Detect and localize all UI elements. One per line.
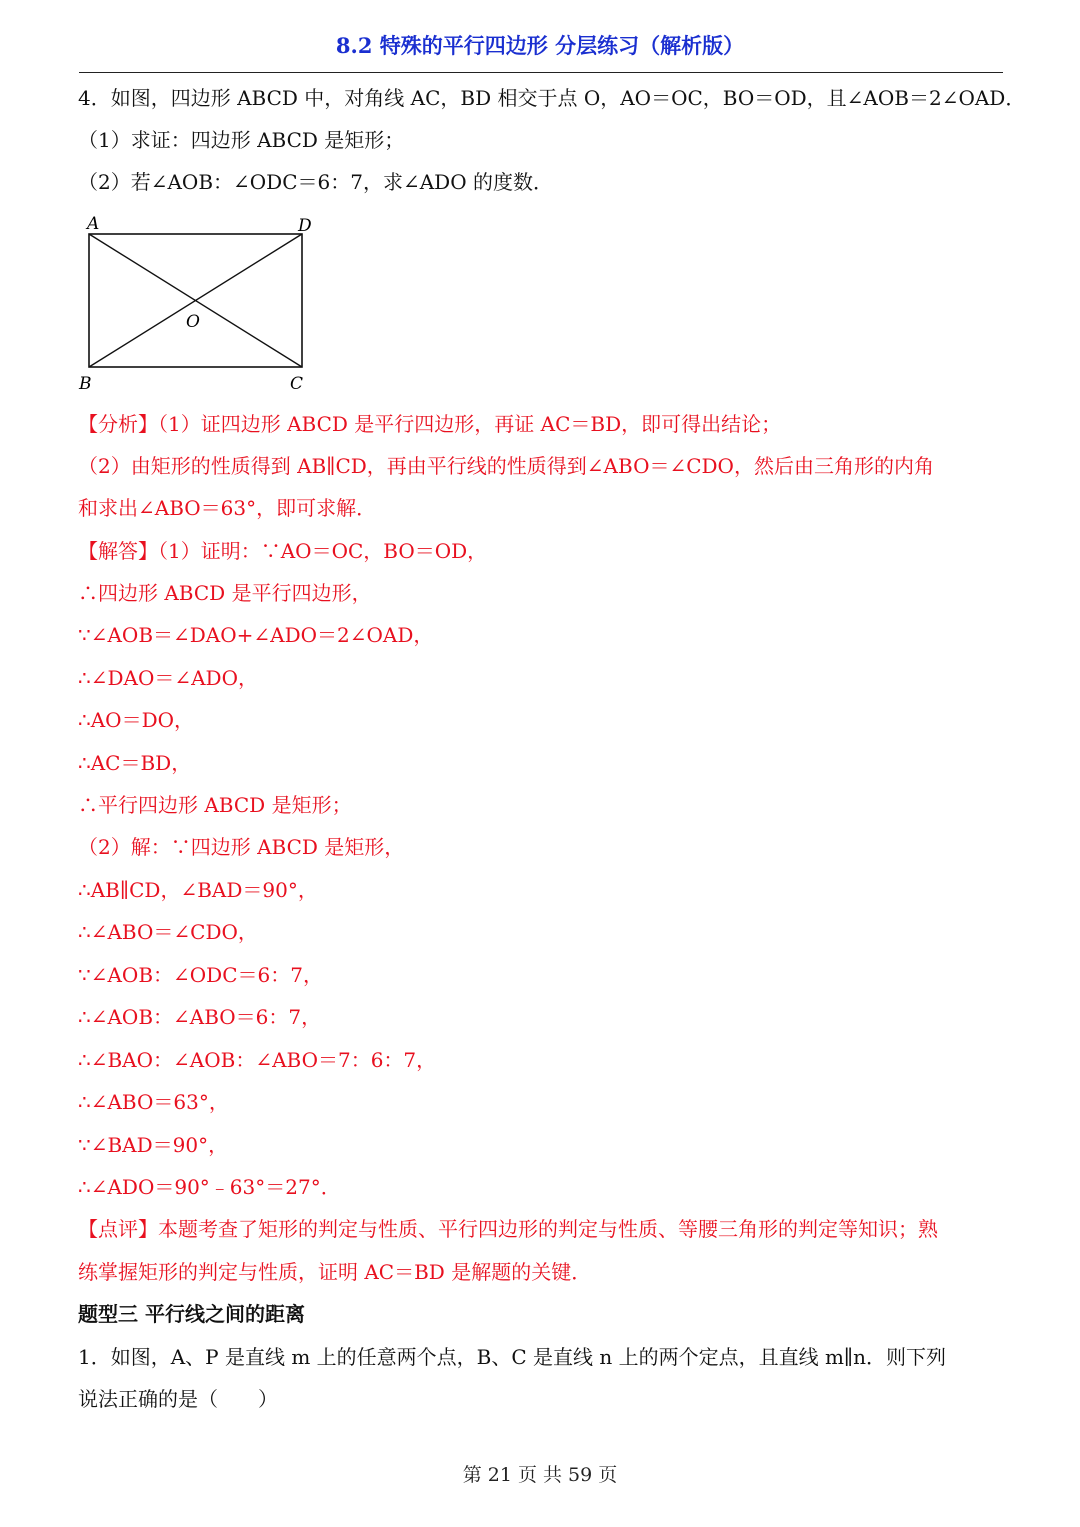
solution-line: ∴∠ABO＝∠CDO， xyxy=(78,920,258,944)
next-problem-line-1: 1．如图，A、P 是直线 m 上的任意两个点，B、C 是直线 n 上的两个定点，且直线 m∥n．则下列 xyxy=(78,1345,947,1369)
solution-tag: 【解答】 xyxy=(78,539,158,563)
solution-line-0 xyxy=(78,537,1008,565)
analysis-tag: 【分析】 xyxy=(78,412,158,436)
solution-line: ∴∠ABO＝63°， xyxy=(78,1090,229,1114)
problem-stem: 4．如图，四边形 ABCD 中，对角线 AC，BD 相交于点 O，AO＝OC，BO＝OD，且∠AOB＝2∠OAD． xyxy=(78,86,1026,110)
section-title: 题型三 平行线之间的距离 xyxy=(78,1302,305,1326)
vertex-label-d: D xyxy=(298,216,312,236)
problem-part-2: （2）若∠AOB：∠ODC＝6：7，求∠ADO 的度数． xyxy=(78,170,553,194)
comment-text-1: 本题考查了矩形的判定与性质、平行四边形的判定与性质、等腰三角形的判定等知识；熟 xyxy=(158,1217,938,1241)
center-label-o: O xyxy=(186,312,200,332)
vertex-label-b: B xyxy=(79,374,92,394)
solution-line: ∴AB∥CD，∠BAD＝90°， xyxy=(78,878,318,902)
solution-line: ∴AC＝BD， xyxy=(78,751,192,775)
header-rule xyxy=(79,72,1003,73)
solution-line: ∵∠BAD＝90°， xyxy=(78,1133,229,1157)
problem-part-1: （1）求证：四边形 ABCD 是矩形； xyxy=(78,128,405,152)
comment-tag: 【点评】 xyxy=(78,1217,158,1241)
next-problem-line-2: 说法正确的是（ ） xyxy=(78,1387,278,1411)
analysis-text-1: （1）证四边形 ABCD 是平行四边形，再证 AC＝BD，即可得出结论； xyxy=(158,412,782,436)
rectangle-figure xyxy=(76,210,326,395)
comment-line-2: 练掌握矩形的判定与性质，证明 AC＝BD 是解题的关键． xyxy=(78,1260,592,1284)
solution-line: ∵∠AOB＝∠DAO+∠ADO＝2∠OAD， xyxy=(78,623,434,647)
solution-line: ∴四边形 ABCD 是平行四边形， xyxy=(78,581,372,605)
solution-line: ∵∠AOB：∠ODC＝6：7， xyxy=(78,963,323,987)
solution-line: ∴∠DAO＝∠ADO， xyxy=(78,666,258,690)
comment-line-1 xyxy=(78,1215,1008,1243)
solution-line: ∴∠BAO：∠AOB：∠ABO＝7：6：7， xyxy=(78,1048,437,1072)
solution-first: （1）证明：∵AO＝OC，BO＝OD， xyxy=(158,539,488,563)
vertex-label-c: C xyxy=(290,374,304,394)
analysis-line-1 xyxy=(78,410,1008,438)
vertex-label-a: A xyxy=(87,214,100,234)
analysis-line-2: （2）由矩形的性质得到 AB∥CD，再由平行线的性质得到∠ABO＝∠CDO，然后由三角形的内角 xyxy=(78,454,934,478)
solution-line: ∴AO＝DO， xyxy=(78,708,194,732)
page-footer: 第 21 页 共 59 页 xyxy=(462,1464,618,1486)
solution-line: （2）解：∵四边形 ABCD 是矩形， xyxy=(78,835,405,859)
analysis-line-3: 和求出∠ABO＝63°，即可求解． xyxy=(78,496,377,520)
solution-line: ∴平行四边形 ABCD 是矩形； xyxy=(78,793,352,817)
solution-line: ∴∠ADO＝90°﹣63°＝27°． xyxy=(78,1175,341,1199)
page-header-title: 8.2 特殊的平行四边形 分层练习（解析版） xyxy=(335,33,745,58)
solution-line: ∴∠AOB：∠ABO＝6：7， xyxy=(78,1005,322,1029)
